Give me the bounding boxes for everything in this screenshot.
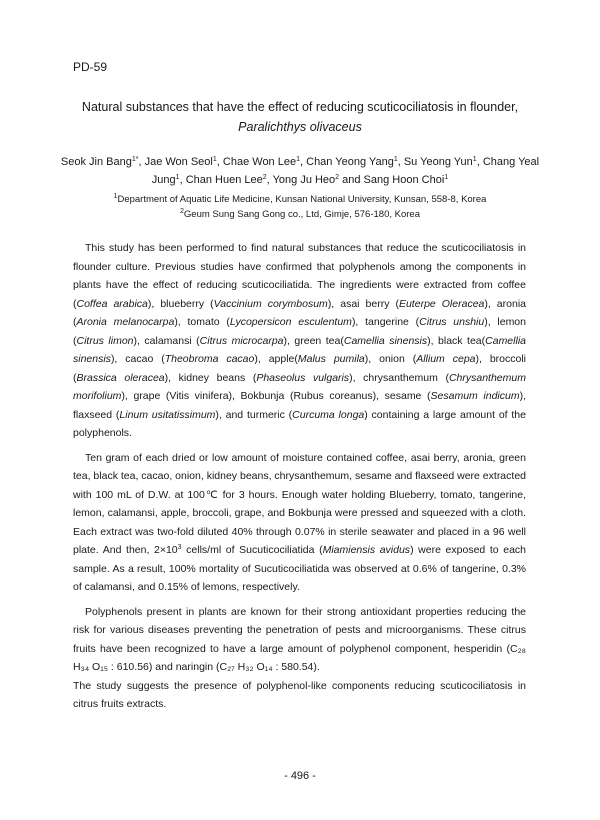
title-line-1: Natural substances that have the effect of reducing scuticociliatosis in flounder, <box>81 100 519 114</box>
author <box>364 174 449 186</box>
affiliation-2 <box>60 208 540 221</box>
author <box>273 174 340 186</box>
text-run: cells/ml of Sucuticociliatida ( <box>181 544 323 556</box>
species-name: Citrus limon <box>76 334 134 347</box>
author <box>404 156 477 168</box>
affiliation-2-marker: 2 <box>180 208 184 215</box>
body-paragraph <box>73 239 526 443</box>
text-run: ), green tea( <box>283 334 344 347</box>
text-run: ), and turmeric ( <box>215 408 293 421</box>
author-name: Chang Yeal Jung <box>151 156 540 186</box>
text-run: ), tangerine ( <box>351 316 420 328</box>
author-name: Chae Won Lee <box>222 156 297 168</box>
paper-title <box>60 97 540 137</box>
species-name: Citrus microcarpa <box>199 334 284 347</box>
species-name: Aronia melanocarpa <box>76 316 175 328</box>
species-name: Brassica oleracea <box>76 371 165 384</box>
author-affiliation-marker: 1 <box>393 156 398 163</box>
affiliation-1-text: Department of Aquatic Life Medicine, Kunsan National University, Kunsan, 558-8, Korea <box>117 194 487 205</box>
superscript: 3 <box>177 544 182 551</box>
author <box>186 174 267 186</box>
author-name: Sang Hoon Choi <box>363 174 445 186</box>
author-name: Chan Yeong Yang <box>306 156 394 168</box>
text-run: ), kidney beans ( <box>164 371 257 384</box>
species-name: Curcuma longa <box>292 408 365 421</box>
species-name: Coffea arabica <box>76 297 148 310</box>
species-name: Theobroma cacao <box>164 353 255 365</box>
affiliation-1 <box>60 193 540 206</box>
text-run: Polyphenols present in plants are known for their strong antioxidant properties reducing the risk for various diseases preventing the penetration of pests and microorganisms. These citrus fruits have been recognized to have a large amount of polyphenol component, hesperidin (C₂₈ H₃₄ O₁₅ : 610.56) and naringin (C₂₇ H₃₂ O₁₄ : 580.54). <box>73 605 526 673</box>
species-name: Phaseolus vulgaris <box>256 371 350 384</box>
author <box>223 156 300 168</box>
author-affiliation-marker: 1 <box>296 156 300 163</box>
affiliation-1-marker: 1 <box>113 193 118 200</box>
body-paragraph <box>73 449 526 597</box>
author-affiliation-marker: 1 <box>212 156 217 163</box>
text-run: ), calamansi ( <box>133 334 200 347</box>
text-run: ), apple( <box>254 353 298 365</box>
affiliation-2-text: Geum Sung Sang Gong co., Ltd, Gimje, 576-180, Korea <box>183 209 420 220</box>
text-run: ), broccoli ( <box>73 353 527 384</box>
author-affiliation-marker: 2 <box>262 174 267 181</box>
author-affiliation-marker: 1 <box>472 156 477 163</box>
body-paragraph <box>73 677 526 714</box>
author <box>61 156 139 168</box>
species-name: Chrysanthemum morifolium <box>73 371 526 402</box>
text-run: ), aronia ( <box>73 297 526 328</box>
species-name: Vaccinium corymbosum <box>213 297 328 310</box>
page-number: - 496 - <box>284 770 316 782</box>
text-run: ), chrysanthemum ( <box>349 371 449 384</box>
species-name: Allium cepa <box>416 353 476 365</box>
species-name: Miamiensis avidus <box>322 544 411 556</box>
text-run: ), grape (Vitis vinifera), Bokbunja (Rubus coreanus), sesame ( <box>121 390 431 402</box>
author-affiliation-marker: 2 <box>335 174 340 181</box>
text-run: ), tomato ( <box>174 316 230 328</box>
author-affiliation-marker: 1 <box>175 174 180 181</box>
text-run: The study suggests the presence of polyphenol-like components reducing scuticociliatosis in citrus fruits extracts. <box>73 679 526 710</box>
species-name: Camellia sinensis <box>343 334 428 347</box>
abstract-body <box>73 239 526 714</box>
author-name: Jae Won Seol <box>144 156 213 168</box>
species-name: Sesamum indicum <box>430 390 520 402</box>
author-name: Seok Jin Bang <box>60 156 132 168</box>
author-name: Yong Ju Heo <box>272 174 336 186</box>
text-run: ), lemon ( <box>73 316 526 347</box>
author <box>145 156 217 168</box>
author-affiliation-marker: 1 <box>444 174 449 181</box>
author-affiliation-marker: 1* <box>131 156 139 163</box>
text-run: This study has been performed to find natural substances that reduce the scuticociliatosis in flounder culture. Previous studies have confirmed that polyphenols among the components in plants have the effect of reducing scuticociliatida. The ingredients were extracted from coffee ( <box>73 242 526 310</box>
text-run: ), blueberry ( <box>147 297 214 310</box>
species-name: Camellia sinensis <box>73 334 526 365</box>
abstract-code: PD-59 <box>73 60 108 74</box>
species-name: Malus pumila <box>297 353 365 365</box>
text-run: ), cacao ( <box>110 353 165 365</box>
author-name: Su Yeong Yun <box>403 156 473 168</box>
text-run: ) were exposed to each sample. As a result, 100% mortality of Sucuticociliatida was observed at 0.6% of tangerine, 0.3% of calamansi, and 0.15% of lemons, respectively. <box>73 544 527 593</box>
species-name: Euterpe Oleracea <box>398 297 485 310</box>
text-run: ), black tea( <box>427 334 486 347</box>
text-run: ), flaxseed ( <box>73 390 526 421</box>
species-name: Lycopersicon esculentum <box>229 316 352 328</box>
author-name: Chan Huen Lee <box>185 174 263 186</box>
text-run: ), asai berry ( <box>327 297 399 310</box>
text-run: ), onion ( <box>364 353 417 365</box>
text-run: Ten gram of each dried or low amount of moisture contained coffee, asai berry, aronia, green tea, black tea, cacao, onion, kidney beans, chrysanthemum, sesame and flaxseed were extracted with 100 mL of D.W. at 100℃ for 3 hours. Enough water holding Blueberry, tomato, tangerine, lemon, calamansi, apple, broccoli, grape, and Bokbunja were pressed and squeezed with a cloth. Each extract was two-fold diluted 40% through 0.07% in sterile seawater and placed in a 96 well plate. And then, 2×10 <box>73 451 526 556</box>
species-name: Linum usitatissimum <box>119 408 216 421</box>
species-name: Citrus unshiu <box>419 316 485 328</box>
text-run: ) containing a large amount of the polyphenols. <box>73 408 526 439</box>
title-line-2-species: Paralichthys olivaceus <box>238 120 362 134</box>
body-paragraph <box>73 603 526 677</box>
author <box>306 156 398 168</box>
author-list: Seok Jin Bang$^{1*}$, Jae Won Seol$^1$, Chae Won Lee$^1$, Chan Yeong Yang$^1$, Su Yeong Yun$^1$, Chang Yeal Jung$^1$, Chan Huen Lee$^2$, Yong Ju Heo$^2$ and Sang Hoon Choi$^1$ <box>60 156 540 186</box>
